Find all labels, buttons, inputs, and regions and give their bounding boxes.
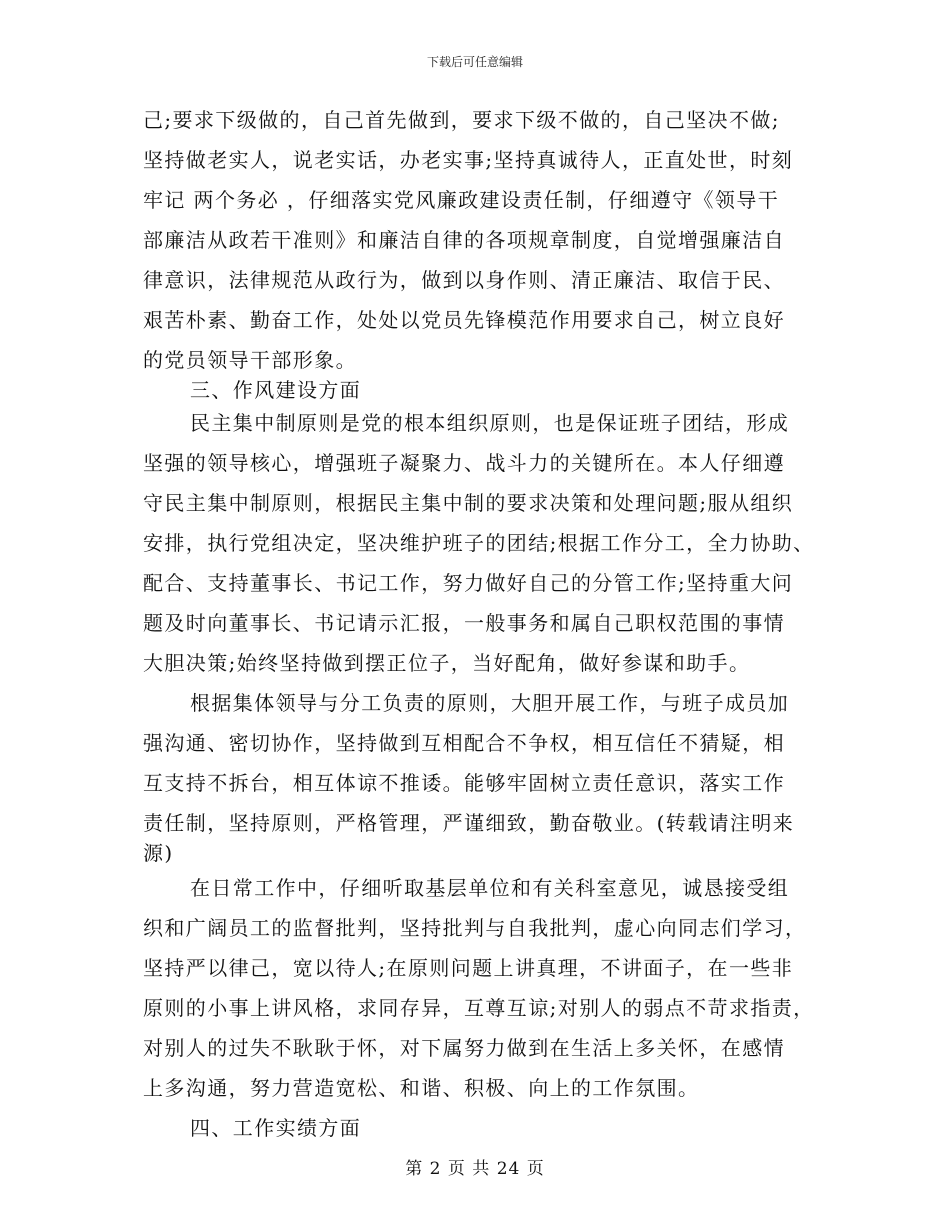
body-line: 互支持不拆台，相互体谅不推诿。能够牢固树立责任意识，落实工作 (143, 771, 785, 795)
body-line: 守民主集中制原则，根据民主集中制的要求决策和处理问题;服从组织 (143, 491, 794, 515)
body-line: 强沟通、密切协作，坚持做到互相配合不争权，相互信任不猜疑，相 (143, 731, 785, 755)
body-line: 责任制，坚持原则，严格管理，严谨细致，勤奋敬业。(转载请注明来 (143, 811, 795, 835)
section-heading: 四、工作实绩方面 (190, 1116, 362, 1140)
body-line: 己;要求下级做的，自己首先做到，要求下级不做的，自己坚决不做; (143, 108, 780, 132)
body-line: 艰苦朴素、勤奋工作，处处以党员先锋模范作用要求自己，树立良好 (143, 308, 785, 332)
body-line: 在日常工作中，仔细听取基层单位和有关科室意见，诚恳接受组 (190, 876, 790, 900)
page-header: 下载后可任意编辑 (426, 55, 523, 69)
body-line: 坚强的领导核心，增强班子凝聚力、战斗力的关键所在。本人仔细遵 (143, 451, 785, 475)
body-line: 坚持做老实人，说老实话，办老实事;坚持真诚待人，正直处世，时刻 (143, 148, 794, 172)
body-line: 原则的小事上讲风格，求同存异，互尊互谅;对别人的弱点不苛求指责， (143, 996, 815, 1020)
body-line: 律意识，法律规范从政行为，做到以身作则、清正廉洁、取信于民、 (143, 268, 785, 292)
body-line: 题及时向董事长、书记请示汇报，一般事务和属自己职权范围的事情 (143, 611, 785, 635)
body-line: 安排，执行党组决定，坚决维护班子的团结;根据工作分工，全力协助、 (143, 531, 815, 555)
page-number-footer: 第 2 页 共 24 页 (405, 1159, 545, 1179)
section-heading: 三、作风建设方面 (190, 378, 362, 402)
body-line: 织和广阔员工的监督批判，坚持批判与自我批判，虚心向同志们学习， (143, 916, 807, 940)
body-line: 部廉洁从政若干准则》和廉洁自律的各项规章制度，自觉增强廉洁自 (143, 228, 785, 252)
body-line: 大胆决策;始终坚持做到摆正位子，当好配角，做好参谋和助手。 (143, 651, 751, 675)
body-line: 坚持严以律己，宽以待人;在原则问题上讲真理，不讲面子，在一些非 (143, 956, 794, 980)
body-line: 源) (143, 841, 174, 865)
body-line: 牢记 两个务必 ，仔细落实党风廉政建设责任制，仔细遵守《领导干 (143, 188, 780, 212)
body-line: 民主集中制原则是党的根本组织原则，也是保证班子团结，形成 (190, 411, 790, 435)
body-line: 的党员领导干部形象。 (143, 348, 357, 372)
body-line: 配合、支持董事长、书记工作，努力做好自己的分管工作;坚持重大问 (143, 571, 794, 595)
body-line: 上多沟通，努力营造宽松、和谐、积极、向上的工作氛围。 (143, 1076, 700, 1100)
body-line: 根据集体领导与分工负责的原则，大胆开展工作，与班子成员加 (190, 691, 790, 715)
body-line: 对别人的过失不耿耿于怀，对下属努力做到在生活上多关怀，在感情 (143, 1036, 785, 1060)
